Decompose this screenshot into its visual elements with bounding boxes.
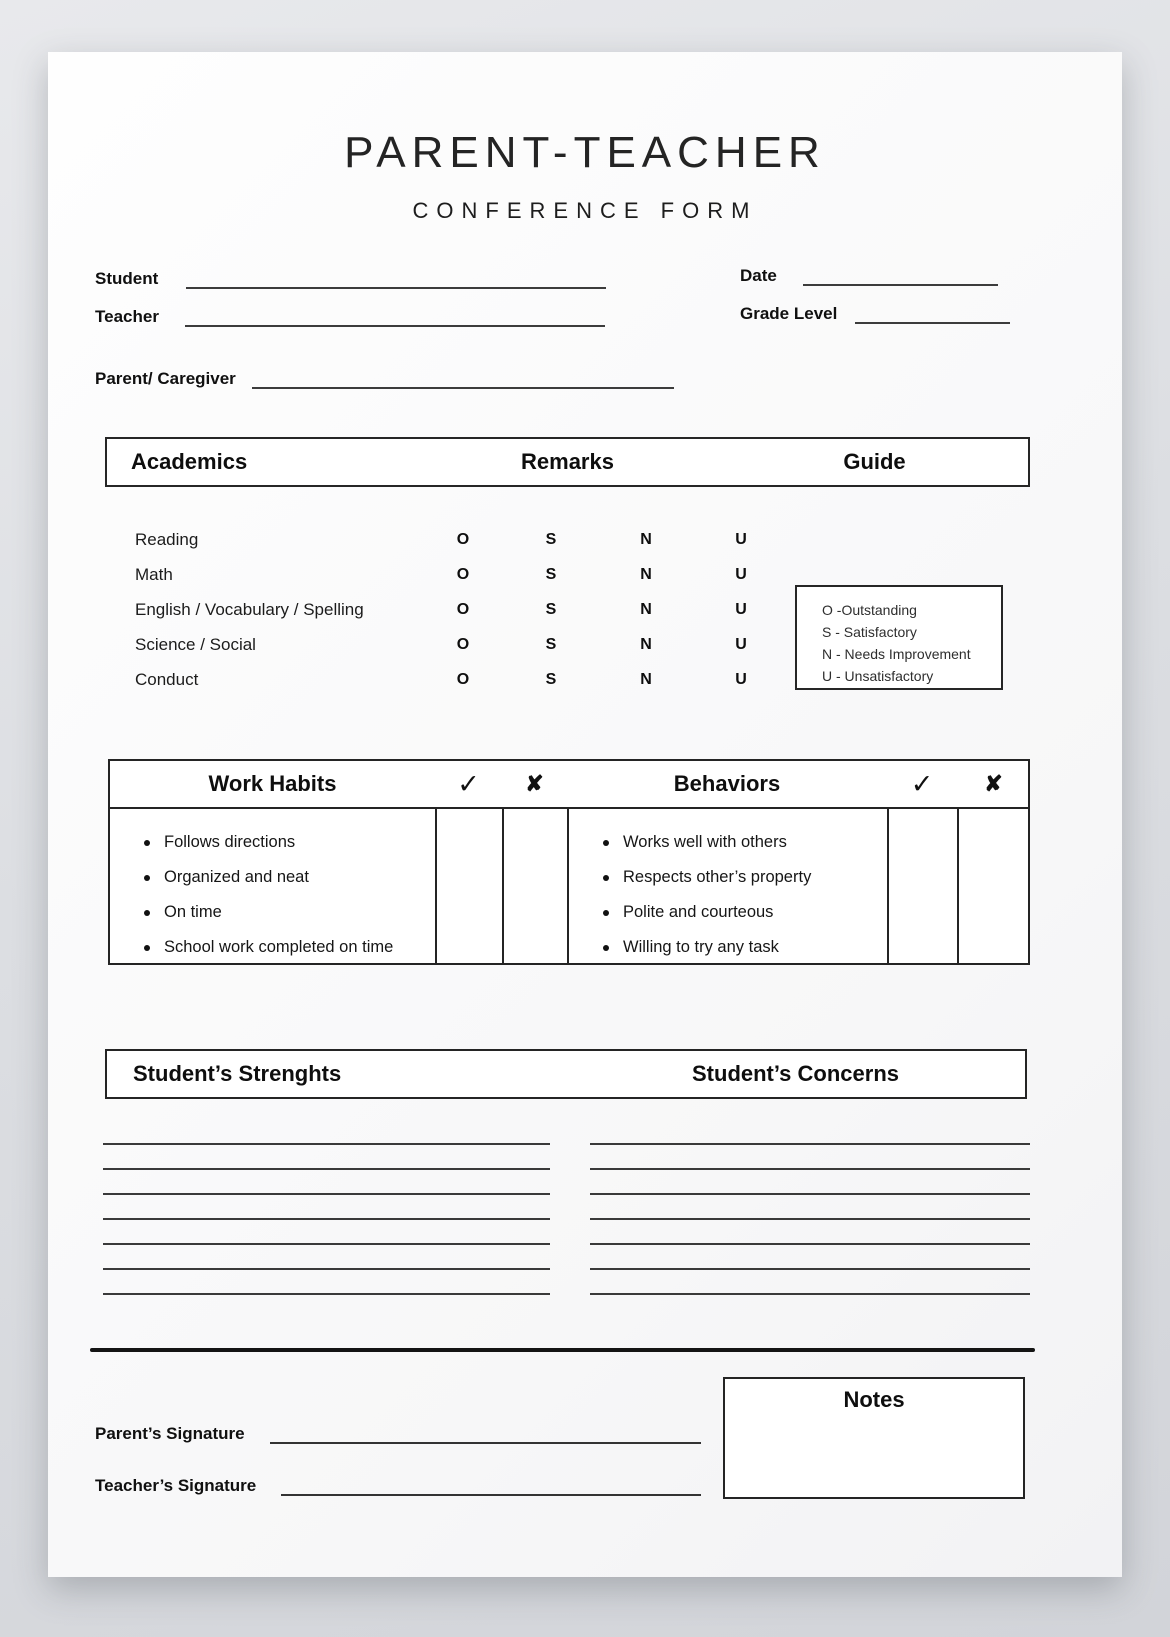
work-habits-check-column[interactable] [435,809,502,965]
bullet-icon [144,840,150,846]
guide-box [795,585,1003,690]
guide-entry [822,599,1001,621]
writing-line[interactable] [103,1270,550,1295]
work-habit-label: Organized and neat [164,868,309,886]
writing-line[interactable] [590,1195,1030,1220]
subject-label: Math [135,564,173,584]
teacher-field-row [95,307,605,327]
behavior-label: Willing to try any task [623,938,779,956]
bullet-icon [603,945,609,951]
habits-behaviors-table [108,759,1030,965]
work-habit-item [144,860,435,895]
remark-option-n[interactable]: N [640,600,652,618]
remark-option-o[interactable]: O [456,670,470,688]
writing-line[interactable] [103,1195,550,1220]
work-habits-title: Work Habits [208,771,337,796]
work-habit-item [144,930,435,965]
remark-option-n[interactable]: N [640,670,652,688]
parent-caregiver-field-row [95,369,674,389]
remark-option-u[interactable]: U [735,670,747,688]
remark-option-s[interactable]: S [545,635,557,653]
bullet-icon [603,910,609,916]
teacher-input-line[interactable] [185,311,605,327]
page-title: PARENT-TEACHER [344,128,826,177]
writing-line[interactable] [590,1220,1030,1245]
parent-signature-label: Parent’s Signature [95,1424,245,1443]
remark-option-s[interactable]: S [545,600,557,618]
subject-label: Science / Social [135,634,256,654]
subject-row [135,592,791,627]
remarks-title: Remarks [521,449,614,474]
remark-option-o[interactable]: O [456,530,470,548]
bullet-icon [144,910,150,916]
habits-behaviors-body [110,809,1028,961]
strengths-title: Student’s Strenghts [133,1061,342,1086]
remark-option-o[interactable]: O [456,600,470,618]
student-field-row [95,269,606,289]
writing-line[interactable] [103,1220,550,1245]
bullet-icon [144,875,150,881]
cross-icon: ✘ [525,771,544,796]
subject-row [135,662,791,697]
subject-row [135,522,791,557]
form-page [48,52,1122,1577]
guide-entry [822,621,1001,643]
writing-line[interactable] [103,1145,550,1170]
check-icon: ✓ [910,768,934,799]
work-habits-list [110,809,435,965]
behaviors-cross-column[interactable] [957,809,1030,965]
teacher-signature-line[interactable] [281,1480,701,1496]
academics-subjects [135,522,791,697]
academics-title: Academics [131,449,248,474]
bullet-icon [144,945,150,951]
guide-entry-text: O -Outstanding [822,602,917,618]
work-habit-label: On time [164,903,222,921]
behavior-label: Works well with others [623,833,787,851]
writing-line[interactable] [103,1120,550,1145]
teacher-signature-row [95,1476,701,1496]
remark-option-n[interactable]: N [640,565,652,583]
behaviors-list [567,809,887,965]
guide-entry-text: S - Satisfactory [822,624,917,640]
remark-option-u[interactable]: U [735,565,747,583]
date-input-line[interactable] [803,270,998,286]
concerns-title: Student’s Concerns [692,1061,899,1086]
subject-label: English / Vocabulary / Spelling [135,599,364,619]
work-habits-cross-column[interactable] [502,809,567,965]
remark-option-o[interactable]: O [456,565,470,583]
student-input-line[interactable] [186,273,606,289]
remark-option-n[interactable]: N [640,530,652,548]
writing-line[interactable] [590,1120,1030,1145]
remark-option-s[interactable]: S [545,565,557,583]
parent-signature-line[interactable] [270,1428,701,1444]
remark-option-o[interactable]: O [456,635,470,653]
grade-level-field-row [740,304,1010,324]
date-label: Date [740,266,777,285]
date-field-row [740,266,998,286]
strengths-writing-area [103,1120,550,1295]
guide-entry-text: N - Needs Improvement [822,646,971,662]
writing-line[interactable] [590,1170,1030,1195]
remark-option-u[interactable]: U [735,635,747,653]
writing-line[interactable] [590,1145,1030,1170]
writing-line[interactable] [103,1245,550,1270]
parent-signature-row [95,1424,701,1444]
work-habit-label: Follows directions [164,833,296,851]
subject-row [135,557,791,592]
work-habit-label: School work completed on time [164,938,394,956]
behavior-label: Respects other’s property [623,868,812,886]
behavior-item [603,825,887,860]
grade-level-label: Grade Level [740,304,838,323]
behavior-label: Polite and courteous [623,903,774,921]
academics-header [105,437,1030,487]
writing-line[interactable] [590,1245,1030,1270]
subject-row [135,627,791,662]
cross-icon: ✘ [984,771,1003,796]
behavior-item [603,895,887,930]
teacher-label: Teacher [95,307,159,326]
habits-behaviors-header [110,761,1028,809]
check-icon: ✓ [457,768,480,799]
guide-entry [822,643,1001,665]
remark-option-s[interactable]: S [545,670,557,688]
behavior-item [603,860,887,895]
concerns-writing-area [590,1120,1030,1295]
guide-entry-text: U - Unsatisfactory [822,668,934,684]
bullet-icon [603,875,609,881]
teacher-signature-label: Teacher’s Signature [95,1476,257,1495]
work-habit-item [144,825,435,860]
guide-title: Guide [843,449,906,474]
behaviors-check-column[interactable] [887,809,957,965]
strengths-concerns-header [105,1049,1027,1099]
guide-entry [822,665,1001,687]
writing-line[interactable] [590,1270,1030,1295]
behavior-item [603,930,887,965]
bullet-icon [603,840,609,846]
student-label: Student [95,269,159,288]
grade-level-input-line[interactable] [855,308,1010,324]
footer-divider [90,1348,1035,1352]
remark-option-n[interactable]: N [640,635,652,653]
behaviors-title: Behaviors [673,771,781,796]
remark-option-u[interactable]: U [735,530,747,548]
subject-label: Reading [135,529,199,549]
subject-label: Conduct [135,669,199,689]
remark-option-s[interactable]: S [545,530,557,548]
parent-caregiver-label: Parent/ Caregiver [95,369,236,388]
notes-box[interactable] [723,1377,1025,1499]
parent-caregiver-input-line[interactable] [252,373,674,389]
writing-line[interactable] [103,1170,550,1195]
notes-title: Notes [843,1387,905,1412]
work-habit-item [144,895,435,930]
remark-option-u[interactable]: U [735,600,747,618]
page-subtitle: CONFERENCE FORM [412,198,758,223]
